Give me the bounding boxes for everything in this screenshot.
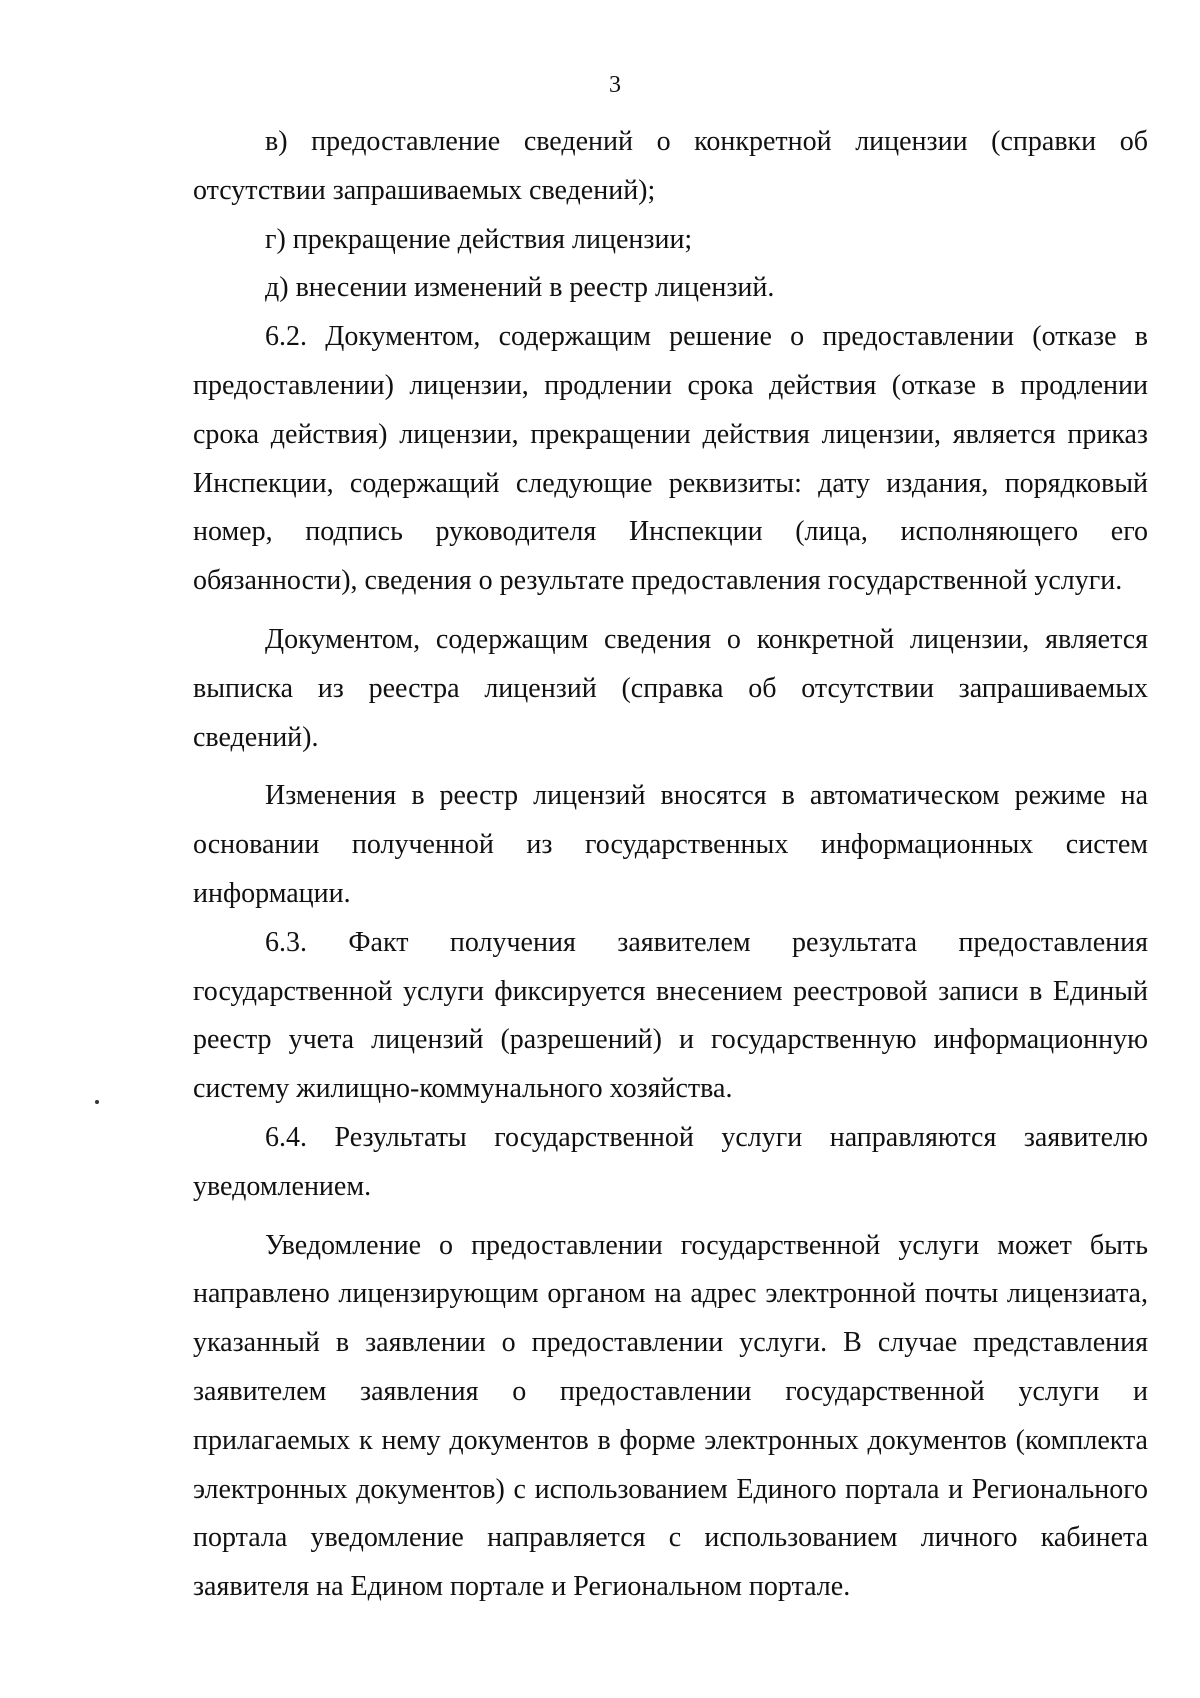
page-number: 3 <box>609 72 621 98</box>
paragraph-item-g: г) прекращение действия лицензии; <box>265 223 693 255</box>
paragraph-registry-changes: Изменения в реестр лицензий вносятся в автоматическом режиме на основании полученной из государственных информационных систем информации. <box>193 780 1148 909</box>
paragraph-6-2: 6.2. Документом, содержащим решение о предоставлении (отказе в предоставлении) лицензии, продлении срока действия (отказе в продлении срока действия) лицензии, прекращении действия лицензии, является приказ Инспекции, содержащий следующие реквизиты: дату издания, порядковый номер, подпись руководителя Инспекции (лица, исполняющего его обязанности), сведения о результате предоставления государственной услуги. <box>193 321 1148 597</box>
paragraph-6-4: 6.4. Результаты государственной услуги направляются заявителю уведомлением. <box>193 1121 1148 1202</box>
document-body <box>193 118 1148 1612</box>
scan-dot-mark <box>95 1100 99 1104</box>
paragraph-6-3: 6.3. Факт получения заявителем результата предоставления государственной услуги фиксируется внесением реестровой записи в Единый реестр учета лицензий (разрешений) и государственную информационную систему жилищно-коммунального хозяйства. <box>193 926 1148 1105</box>
paragraph-notification: Уведомление о предоставлении государственной услуги может быть направлено лицензирующим органом на адрес электронной почты лицензиата, указанный в заявлении о предоставлении услуги. В случае представления заявителем заявления о предоставлении государственной услуги и прилагаемых к нему документов в форме электронных документов (комплекта электронных документов) с использованием Единого портала и Регионального портала уведомление направляется с использованием личного кабинета заявителя на Едином портале и Региональном портале. <box>193 1229 1148 1603</box>
paragraph-item-d: д) внесении изменений в реестр лицензий. <box>265 272 775 304</box>
paragraph-item-v: в) предоставление сведений о конкретной лицензии (справки об отсутствии запрашиваемых сведений); <box>193 126 1148 206</box>
paragraph-extract-info: Документом, содержащим сведения о конкретной лицензии, является выписка из реестра лицензий (справка об отсутствии запрашиваемых сведений). <box>193 623 1148 753</box>
